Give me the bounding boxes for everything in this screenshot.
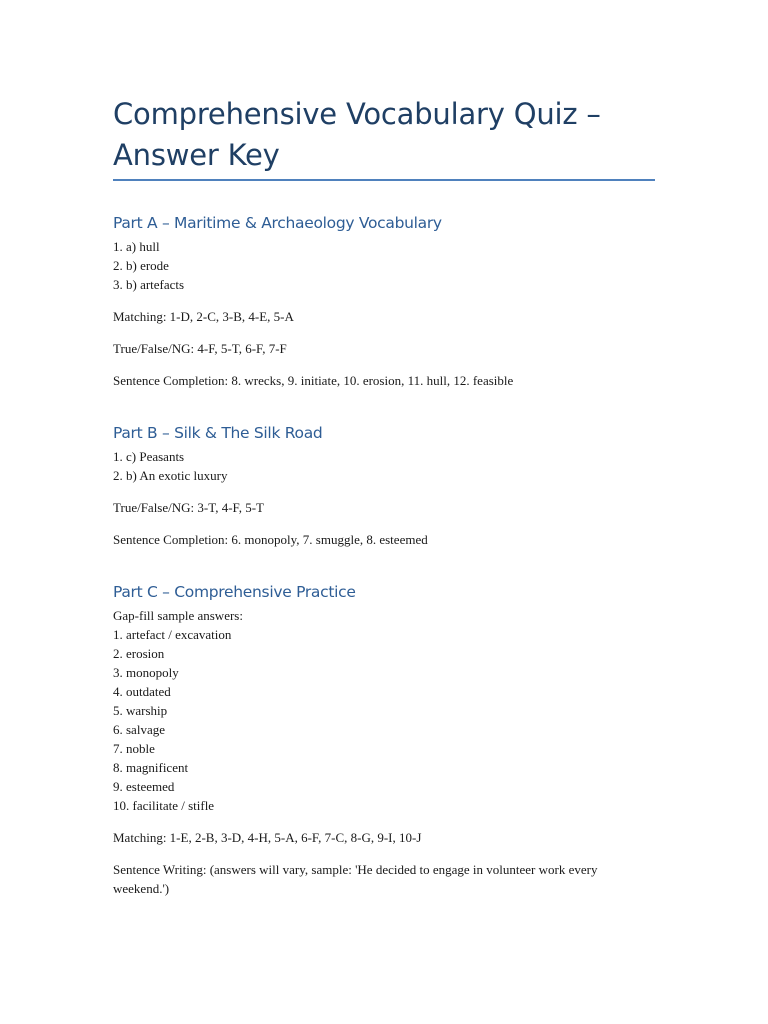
- gap-fill-answer: 3. monopoly: [113, 665, 179, 680]
- gap-fill-answer-list: [113, 625, 658, 815]
- section-part-c: [113, 582, 658, 898]
- part-a-answer-list: [113, 237, 658, 294]
- part-b-sentence-completion: Sentence Completion: 6. monopoly, 7. smuggle, 8. esteemed: [113, 532, 428, 547]
- document-title: Comprehensive Vocabulary Quiz – Answer Key: [113, 97, 601, 172]
- section-part-b: [113, 423, 658, 549]
- part-b-answer: 2. b) An exotic luxury: [113, 468, 228, 483]
- part-c-sentence-writing: Sentence Writing: (answers will vary, sample: 'He decided to engage in volunteer work every weekend.'): [113, 862, 598, 896]
- gap-fill-answer: 6. salvage: [113, 722, 165, 737]
- gap-fill-answer: 2. erosion: [113, 646, 165, 661]
- title-underline: [113, 179, 655, 181]
- part-b-true-false: True/False/NG: 3-T, 4-F, 5-T: [113, 500, 264, 515]
- gap-fill-answer: 1. artefact / excavation: [113, 627, 232, 642]
- part-c-matching: Matching: 1-E, 2-B, 3-D, 4-H, 5-A, 6-F, 7-C, 8-G, 9-I, 10-J: [113, 830, 422, 845]
- part-a-answer: 3. b) artefacts: [113, 277, 185, 292]
- gap-fill-answer: 8. magnificent: [113, 760, 189, 775]
- gap-fill-answer: 5. warship: [113, 703, 168, 718]
- gap-fill-answer: 4. outdated: [113, 684, 171, 699]
- section-part-a: [113, 213, 658, 390]
- part-a-heading: Part A – Maritime & Archaeology Vocabulary: [113, 214, 442, 232]
- part-a-answer: 2. b) erode: [113, 258, 169, 273]
- part-b-heading: Part B – Silk & The Silk Road: [113, 424, 323, 442]
- part-a-sentence-completion: Sentence Completion: 8. wrecks, 9. initiate, 10. erosion, 11. hull, 12. feasible: [113, 373, 514, 388]
- gap-fill-answer: 7. noble: [113, 741, 155, 756]
- gap-fill-answer: 9. esteemed: [113, 779, 175, 794]
- gap-fill-answer: 10. facilitate / stifle: [113, 798, 215, 813]
- part-a-true-false: True/False/NG: 4-F, 5-T, 6-F, 7-F: [113, 341, 287, 356]
- gap-fill-label: Gap-fill sample answers:: [113, 608, 243, 623]
- part-c-heading: Part C – Comprehensive Practice: [113, 583, 356, 601]
- part-a-matching: Matching: 1-D, 2-C, 3-B, 4-E, 5-A: [113, 309, 294, 324]
- part-b-answer-list: [113, 447, 658, 485]
- part-a-answer: 1. a) hull: [113, 239, 160, 254]
- part-b-answer: 1. c) Peasants: [113, 449, 185, 464]
